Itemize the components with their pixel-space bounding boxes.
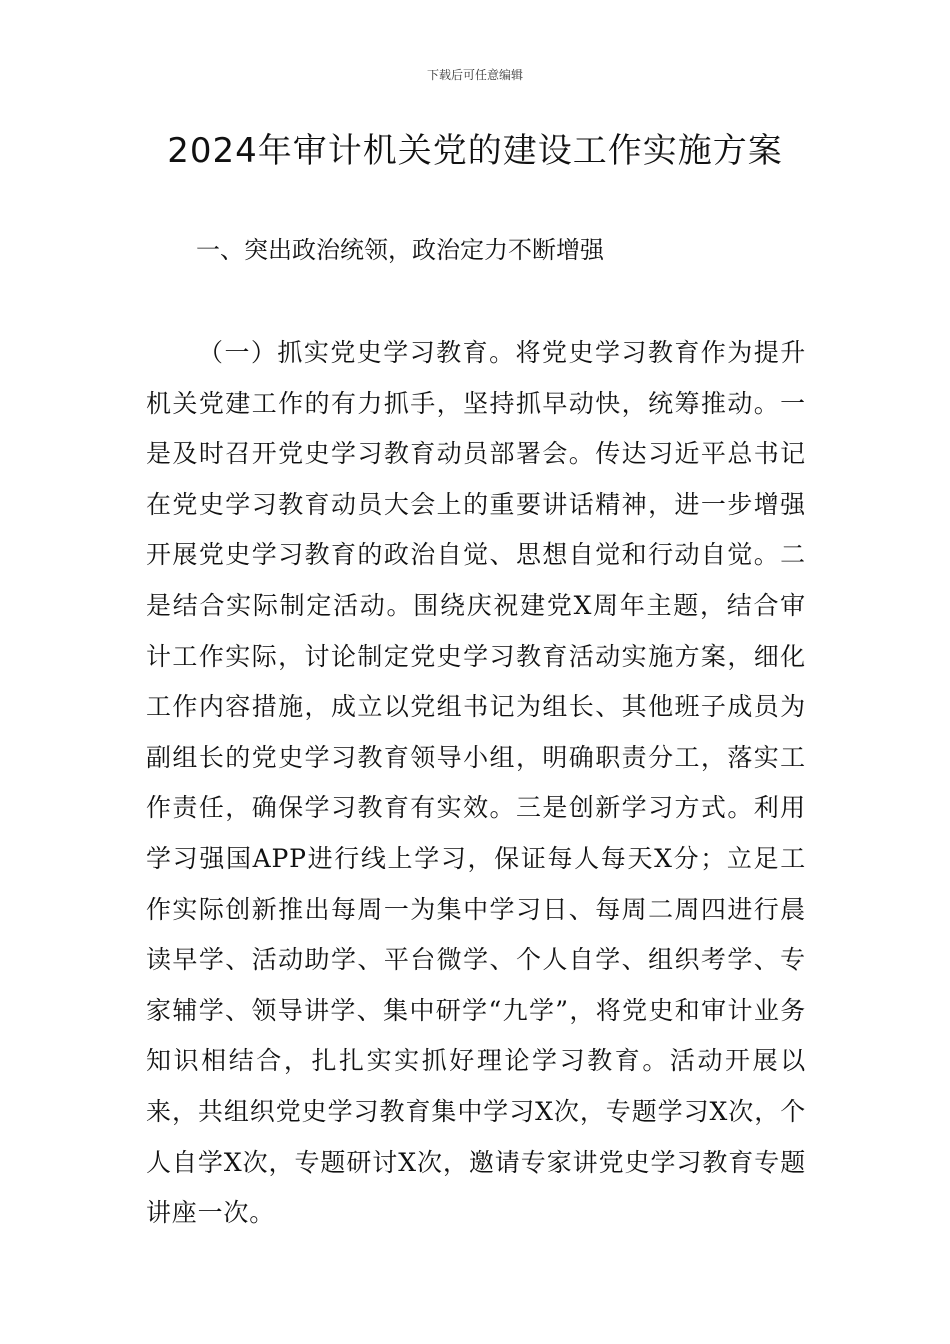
body-paragraph: （一）抓实党史学习教育。将党史学习教育作为提升机关党建工作的有力抓手，坚持抓早动快，统筹推动。一是及时召开党史学习教育动员部署会。传达习近平总书记在党史学习教育动员大会上的重要讲话精神，进一步增强开展党史学习教育的政治自觉、思想自觉和行动自觉。二是结合实际制定活动。围绕庆祝建党X周年主题，结合审计工作实际，讨论制定党史学习教育活动实施方案，细化工作内容措施，成立以党组书记为组长、其他班子成员为副组长的党史学习教育领导小组，明确职责分工，落实工作责任，确保学习教育有实效。三是创新学习方式。利用学习强国APP进行线上学习，保证每人每天X分；立足工作实际创新推出每周一为集中学习日、每周二周四进行晨读早学、活动助学、平台微学、个人自学、组织考学、专家辅学、领导讲学、集中研学“九学”，将党史和审计业务知识相结合，扎扎实实抓好理论学习教育。活动开展以来，共组织党史学习教育集中学习X次，专题学习X次，个人自学X次，专题研讨X次，邀请专家讲党史学习教育专题讲座一次。 bbox=[146, 338, 806, 1228]
section-heading: 一、突出政治统领，政治定力不断增强 bbox=[196, 236, 604, 264]
header-note: 下载后可任意编辑 bbox=[426, 68, 523, 82]
document-title: 2024年审计机关党的建设工作实施方案 bbox=[167, 131, 783, 171]
